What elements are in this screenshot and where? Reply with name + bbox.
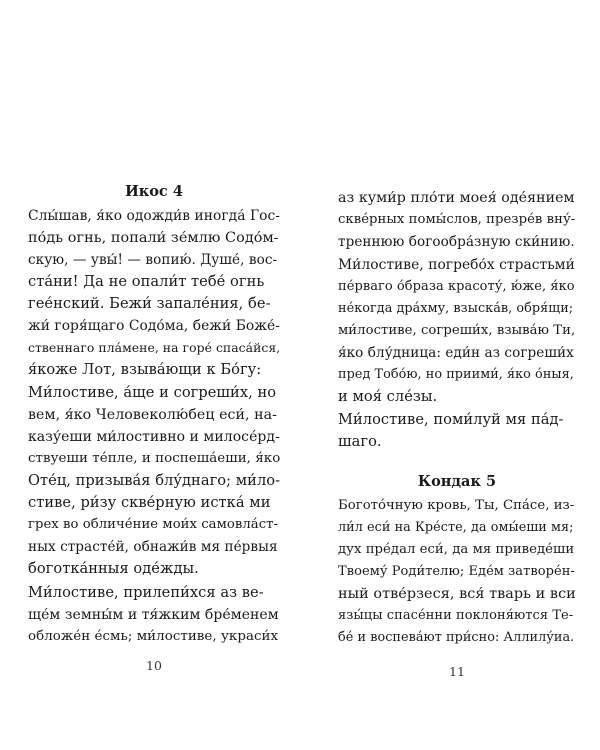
text-line: Богото́чную кровь, Ты, Спа́се, из-: [338, 498, 575, 513]
text-line: треннюю богообра́зную ски́нию.: [338, 234, 575, 250]
text-line: ных страсте́й, обнажи́в мя пе́рвыя: [28, 539, 278, 555]
page-number: 11: [449, 664, 465, 679]
page-number: 10: [146, 658, 162, 673]
text-line: боготка́нныя оде́жды.: [28, 560, 199, 577]
text-line: язы́цы спасе́нни поклоня́ются Те-: [338, 608, 574, 623]
text-line: шаго.: [338, 433, 382, 450]
kondak-heading: Кондак 5: [417, 473, 497, 490]
text-line: Оте́ц, призыва́я блу́днаго; ми́ло-: [28, 472, 281, 489]
text-line: ственнаго пла́мене, на горе́ спаса́йся,: [28, 340, 281, 355]
text-line: Ми́лостиве, погребо́х страстьми́: [338, 257, 575, 273]
text-line: аз куми́р пло́ти моея́ оде́янием: [338, 190, 575, 206]
ikos-heading: Икос 4: [125, 183, 183, 200]
text-line: ли́л еси́ на Кре́сте, да омы́еши мя;: [338, 520, 574, 535]
text-line: Слы́шав, я́ко одожди́в иногда́ Гос-: [28, 208, 280, 224]
text-line: вем, я́ко Человеколю́бец еси́, на-: [28, 407, 278, 423]
text-line: гее́нский. Бежи́ запале́ния, бе-: [28, 295, 271, 312]
text-line: стиве, ри́зу скве́рную истка́ ми: [28, 494, 271, 511]
text-line: Ми́лостиве, а́ще и согреши́х, но: [28, 384, 277, 401]
text-line: ще́м земны́м и тя́жким бре́менем: [28, 607, 279, 623]
text-line: ми́лостиве, согреши́х, взыва́ю Ти,: [338, 323, 576, 338]
text-line: скве́рных помы́слов, презре́в вну́-: [338, 212, 576, 227]
text-line: ствуеши те́пле, и поспеша́еши, я́ко: [28, 451, 281, 466]
text-line: казу́еши ми́лостивно и милосе́рд-: [28, 429, 280, 445]
text-line: бе́ и воспева́ют при́сно: Аллилу́иа.: [338, 630, 575, 645]
text-line: скую, — увы́! — вопию́. Душе́, вос-: [28, 252, 278, 268]
text-line: Ми́лостиве, поми́луй мя па́д-: [338, 411, 564, 428]
text-line: ный отве́рзеся, вся́ тварь и вси: [338, 586, 576, 602]
text-line: не́когда дра́хму, взыска́в, обря́щи;: [338, 301, 574, 316]
text-line: жи́ горя́щаго Содо́ма, бежи́ Боже́-: [28, 318, 280, 334]
text-line: обложе́н е́смь; ми́лостиве, украси́х: [28, 629, 279, 644]
text-line: по́дь огнь, попали́ зе́млю Содо́м-: [28, 230, 279, 246]
text-line: пред Тобо́ю, но приими́, я́ко о́ныя,: [338, 367, 574, 382]
text-line: Твоему́ Роди́телю; Еде́м затворе́н-: [338, 564, 575, 579]
text-line: Ми́лостиве, прилепи́хся аз ве-: [28, 584, 264, 601]
text-line: ста́ни! Да не опали́т тебе́ огнь: [28, 273, 265, 290]
text-line: я́коже Лот, взыва́ющи к Бо́гу:: [28, 361, 262, 378]
text-line: и моя́ сле́зы.: [338, 388, 438, 405]
text-line: я́ко блу́дница: еди́н аз согреши́х: [338, 345, 574, 361]
text-line: дух пре́дал еси́, да мя приведе́ши: [338, 542, 575, 557]
text-line: пе́рваго о́браза красоту́, ю́же, я́ко: [338, 279, 575, 294]
text-line: грех во обличе́ние мои́х самовла́ст-: [28, 517, 278, 532]
